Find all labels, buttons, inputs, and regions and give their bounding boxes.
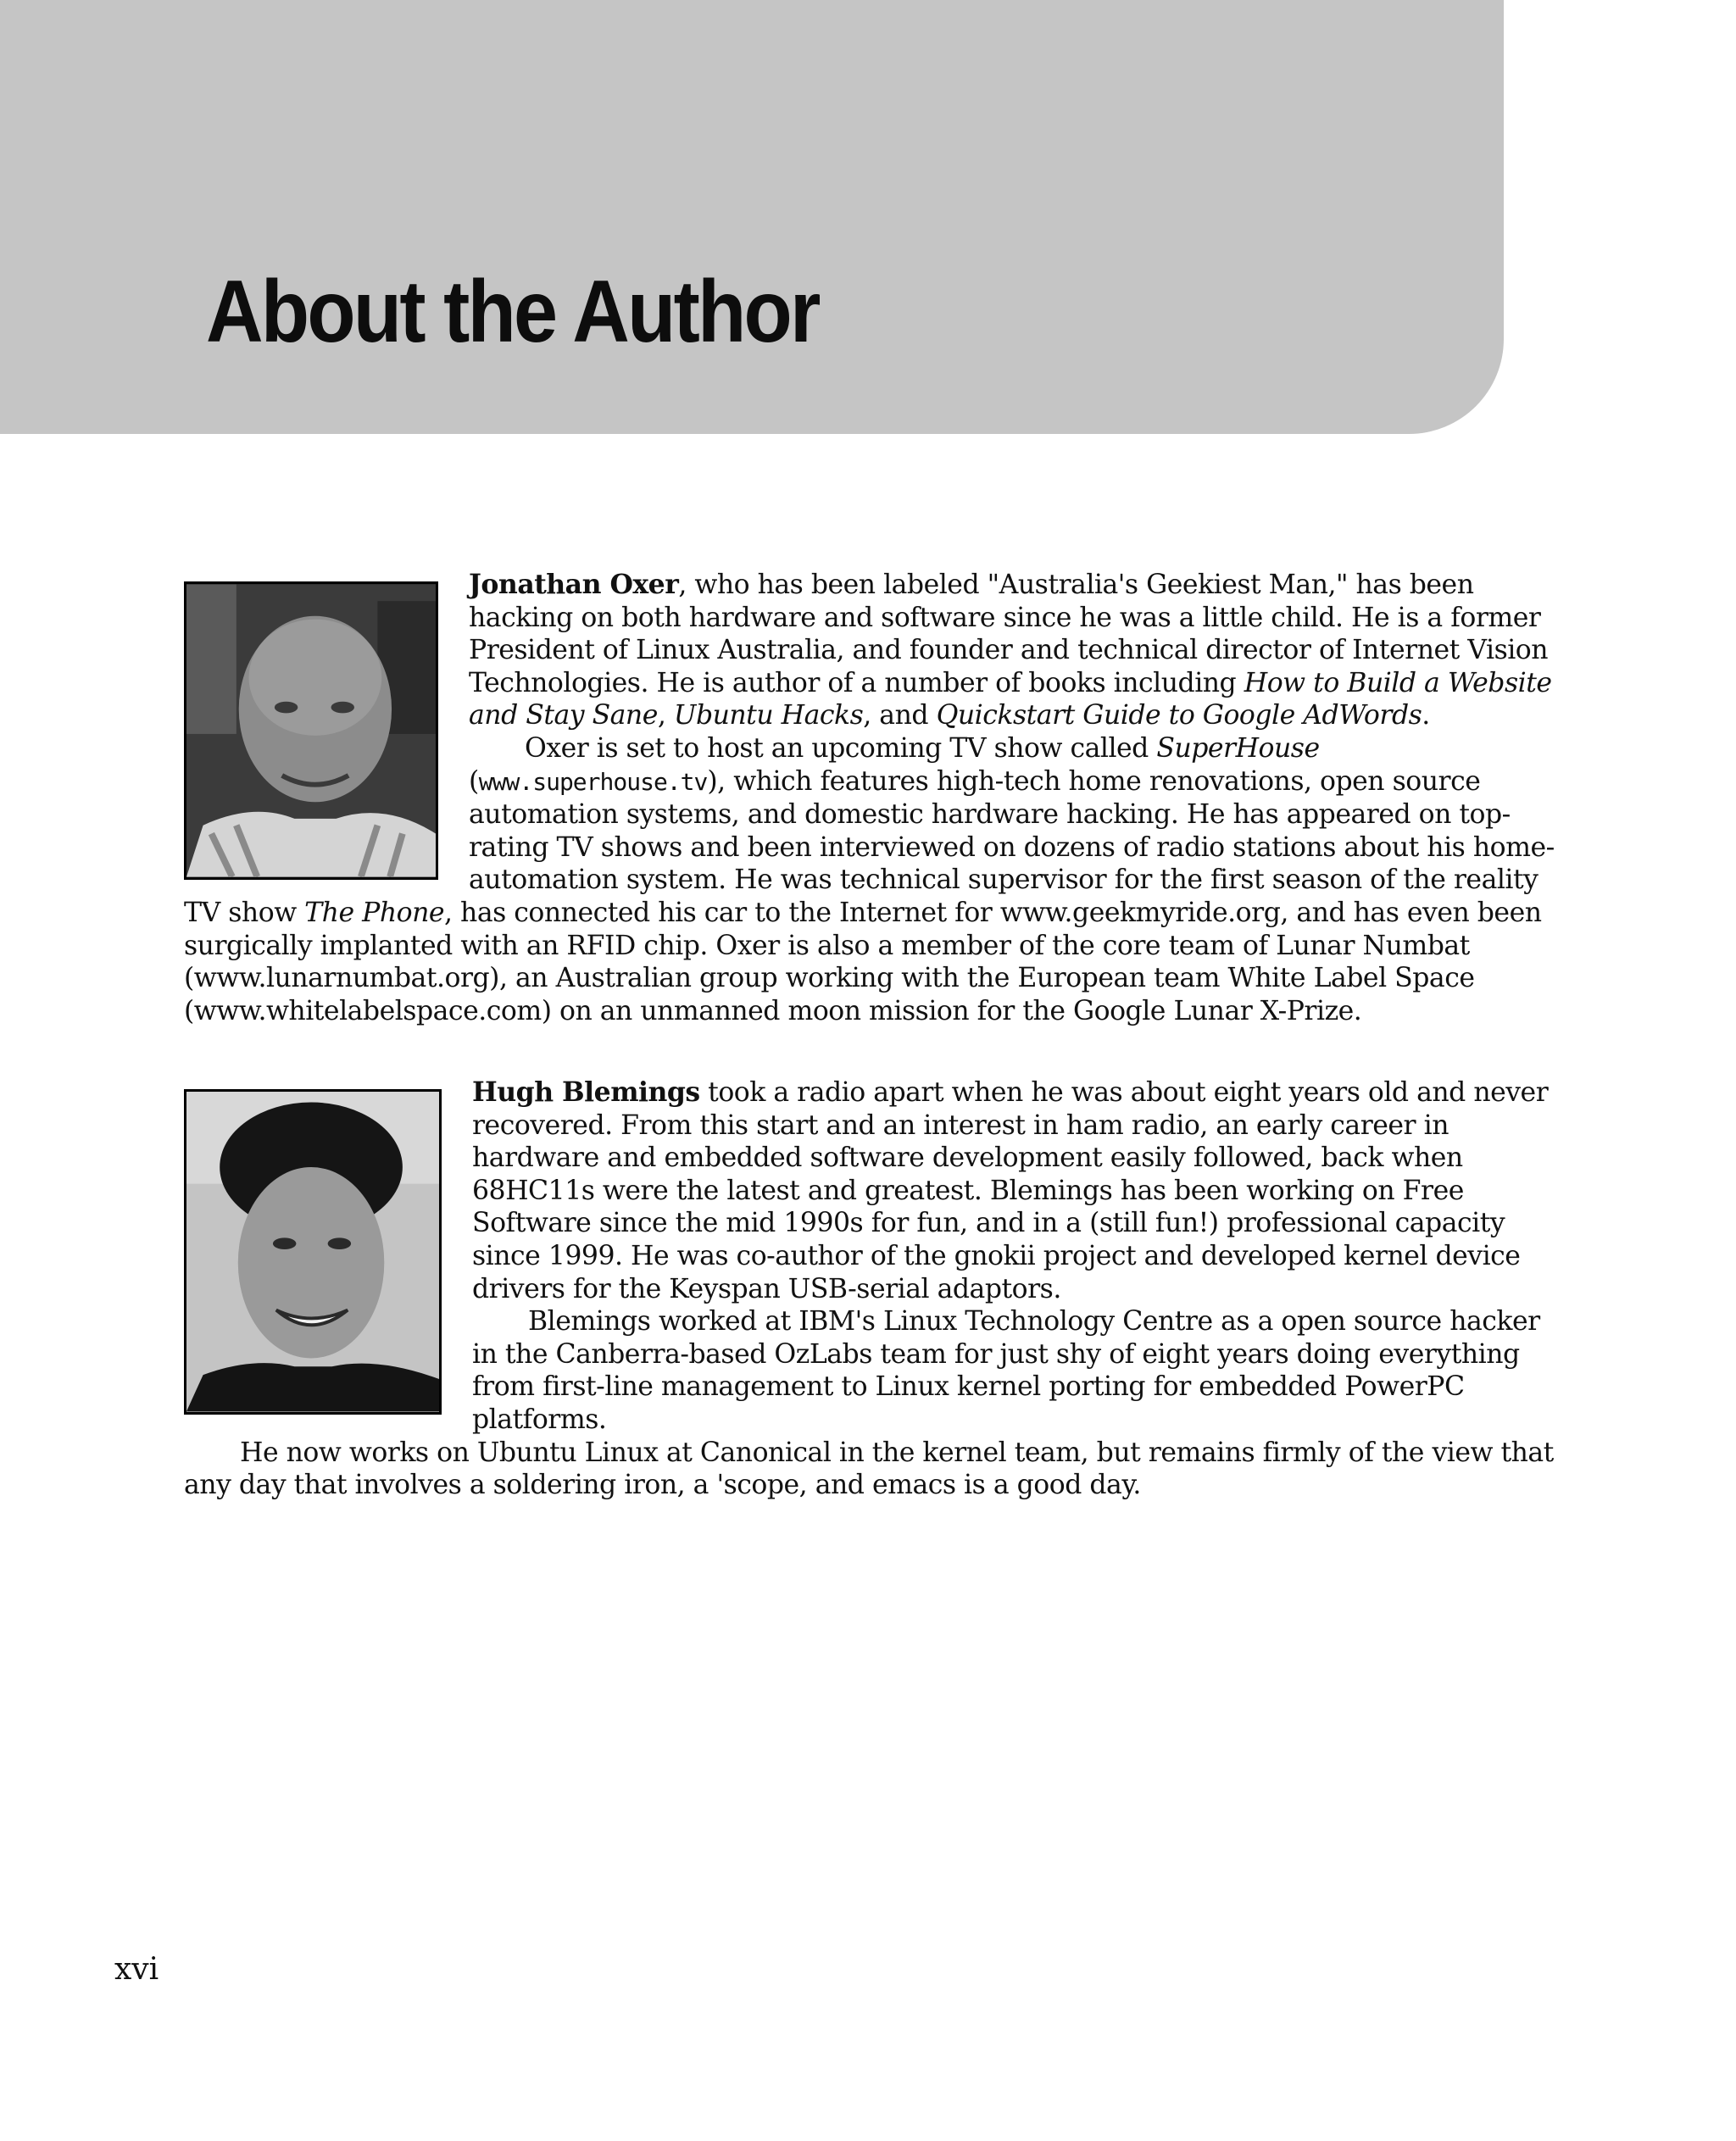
author-photo-blemings	[184, 1089, 442, 1415]
bio-text: , and	[863, 700, 937, 731]
page-title: About the Author	[206, 263, 819, 361]
bio-text: ,	[657, 700, 674, 731]
portrait-photo-icon	[186, 1092, 439, 1412]
bio-text: (	[469, 765, 479, 797]
chapter-header-band	[0, 0, 1504, 434]
portrait-photo-icon	[186, 584, 436, 877]
website-link[interactable]: www.superhouse.tv	[478, 767, 708, 796]
book-title: Quickstart Guide to Google AdWords	[936, 700, 1422, 731]
page-number: xvi	[114, 1952, 159, 1987]
bio-text: He now works on Ubuntu Linux at Canonical in the kernel team, but remains firmly of the view that any day that involves a soldering iron, a 'scope, and emacs is a good day.	[184, 1437, 1554, 1501]
bio-text: Blemings worked at IBM's Linux Technology Centre as a open source hacker in the Canberra-based OzLabs team for just shy of eight years doing everything from first-line management to Linux kernel porting for embedded PowerPC platforms.	[472, 1306, 1540, 1435]
bio-text: took a radio apart when he was about eight years old and never recovered. From this start and an interest in ham radio, an early career in hardware and embedded software development easily followed, back when 68HC11s were the latest and greatest. Blemings has been working on Free Software since the mid 1990s for fun, and in a (still fun!) professional capacity since 1999. He was co-author of the gnokii project and developed kernel device drivers for the Keyspan USB-serial adaptors.	[472, 1077, 1549, 1304]
author-name: Jonathan Oxer	[469, 569, 679, 600]
book-title: Ubuntu Hacks	[673, 700, 864, 731]
show-title: SuperHouse	[1156, 732, 1320, 764]
bio-text: , has connected his car to the Internet for www.geekmyride.org, and has even been surgically implanted with an RFID chip. Oxer is also a member of the core team of Lunar Numbat (www.lunarnumbat.org), an Australian group working with the European team White Label Space (www.whitelabelspace.com) on an unmanned moon mission for the Google Lunar X-Prize.	[184, 897, 1542, 1026]
author-bio-blemings	[184, 1076, 1557, 1502]
author-bio-oxer	[184, 569, 1557, 1027]
show-title: The Phone	[304, 897, 444, 928]
author-photo-oxer	[184, 581, 438, 880]
bio-text: Oxer is set to host an upcoming TV show called	[525, 732, 1157, 764]
book-title: How to Build a Website and Stay Sane	[469, 667, 1552, 731]
author-name: Hugh Blemings	[472, 1076, 700, 1108]
bio-text: , who has been labeled "Australia's Geekiest Man," has been hacking on both hardware and software since he was a little child. He is a former President of Linux Australia, and founder and technical director of Internet Vision Technologies. He is author of a number of books including	[469, 570, 1549, 698]
bio-text: ), which features high-tech home renovations, open source automation systems, and domestic hardware hacking. He has appeared on top-rating TV shows and been interviewed on dozens of radio stations about his home-automation system. He was technical supervisor for the first season of the reality TV show	[184, 765, 1555, 928]
bio-text: .	[1422, 700, 1430, 731]
